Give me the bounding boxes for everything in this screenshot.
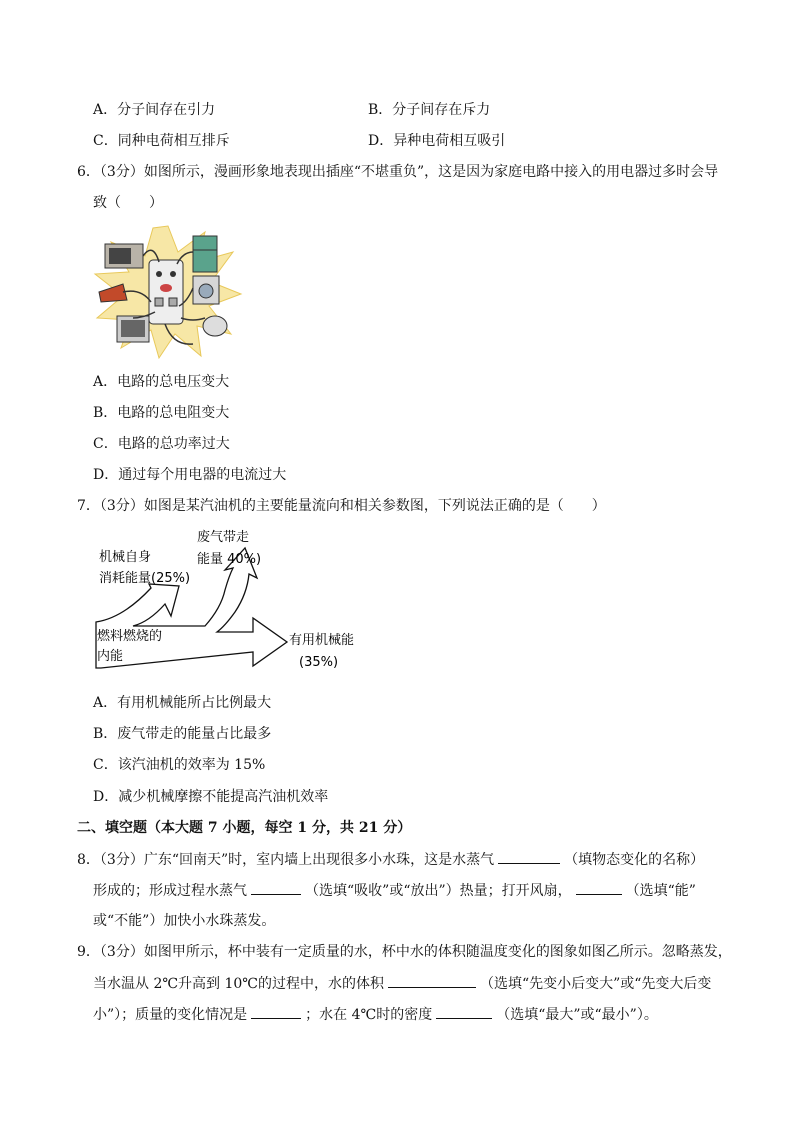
- q9-blank-2[interactable]: [251, 1004, 301, 1019]
- q8-text-1b: （填物态变化的名称）: [564, 852, 705, 868]
- q7-option-b: B．废气带走的能量占比最多: [93, 726, 272, 742]
- q8-blank-2[interactable]: [251, 880, 301, 895]
- q9-text-3c: （选填“最大”或“最小”）。: [496, 1007, 658, 1023]
- q6-stem-line1: 6．（3分）如图所示，漫画形象地表现出插座“不堪重负”，这是因为家庭电路中接入的用电器过多时会导: [77, 164, 719, 180]
- q7-energy-flow-diagram: [93, 526, 373, 676]
- q7-option-d: D．减少机械摩擦不能提高汽油机效率: [93, 789, 329, 805]
- q8-blank-3[interactable]: [576, 880, 622, 895]
- q6-option-b: B．电路的总电阻变大: [93, 405, 230, 421]
- q7-option-c: C．该汽油机的效率为 15%: [93, 757, 266, 773]
- q8-blank-1[interactable]: [498, 849, 560, 864]
- section-heading-fill-in: 二、填空题（本大题 7 小题，每空 1 分，共 21 分）: [77, 820, 412, 836]
- q8-text-2c: （选填“能”: [625, 883, 696, 899]
- q8-line1: [77, 849, 704, 870]
- fuel-energy-label-line1: 燃料燃烧的: [97, 629, 163, 644]
- q5-option-c: C．同种电荷相互排斥: [93, 133, 230, 149]
- q5-option-a: A．分子间存在引力: [93, 102, 216, 118]
- q8-line3: 或“不能”）加快小水珠蒸发。: [93, 913, 276, 929]
- q5-option-d: D．异种电荷相互吸引: [368, 133, 506, 149]
- useful-energy-label-line2: (35%): [299, 655, 339, 670]
- q9-blank-1[interactable]: [388, 973, 476, 988]
- q9-text-3b: ；水在 4℃时的密度: [305, 1007, 433, 1023]
- q8-line2: [93, 880, 696, 901]
- useful-energy-label-line1: 有用机械能: [289, 633, 355, 648]
- q6-cartoon-image: [93, 222, 243, 360]
- machine-loss-label-line1: 机械自身: [99, 550, 152, 565]
- q9-blank-3[interactable]: [436, 1004, 492, 1019]
- q6-stem-line2: 致（ ）: [93, 195, 163, 211]
- q9-line3: [93, 1004, 658, 1025]
- q7-option-a: A．有用机械能所占比例最大: [93, 695, 272, 711]
- q6-option-a: A．电路的总电压变大: [93, 374, 230, 390]
- exhaust-label-line1: 废气带走: [197, 530, 250, 545]
- q9-line2: [93, 973, 711, 994]
- q6-option-c: C．电路的总功率过大: [93, 436, 230, 452]
- q8-text-2a: 形成的；形成过程水蒸气: [93, 883, 247, 899]
- fuel-energy-label-line2: 内能: [97, 649, 124, 664]
- exhaust-label-line2: 能量 40%): [197, 552, 262, 567]
- q6-option-d: D．通过每个用电器的电流过大: [93, 467, 287, 483]
- q8-text-2b: （选填“吸收”或“放出”）热量；打开风扇，: [305, 883, 572, 899]
- q9-text-2a: 当水温从 2℃升高到 10℃的过程中，水的体积: [93, 976, 384, 992]
- q7-stem: 7．（3分）如图是某汽油机的主要能量流向和相关参数图，下列说法正确的是（ ）: [77, 498, 606, 514]
- q9-line1: 9．（3分）如图甲所示，杯中装有一定质量的水，杯中水的体积随温度变化的图象如图乙所示。忽略蒸发，: [77, 944, 732, 960]
- q5-option-b: B．分子间存在斥力: [368, 102, 491, 118]
- q9-text-2b: （选填“先变小后变大”或“先变大后变: [479, 976, 712, 992]
- q9-text-3a: 小”）；质量的变化情况是: [93, 1007, 248, 1023]
- machine-loss-label-line2: 消耗能量(25%): [99, 571, 191, 586]
- q8-text-1a: 8．（3分）广东“回南天”时，室内墙上出现很多小水珠，这是水蒸气: [77, 852, 495, 868]
